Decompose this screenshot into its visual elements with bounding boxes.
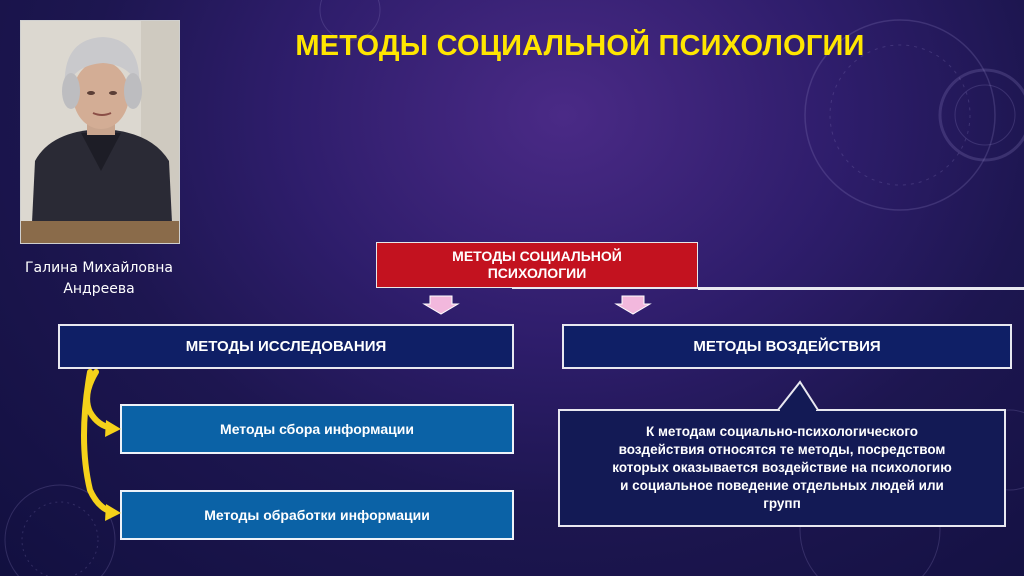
data-collection-label: Методы сбора информации [220,421,414,437]
research-methods-label: МЕТОДЫ ИССЛЕДОВАНИЯ [185,338,387,355]
root-underline-inner [512,287,698,289]
slide-title: МЕТОДЫ СОЦИАЛЬНОЙ ПСИХОЛОГИИ [295,30,865,62]
research-methods-box [58,324,514,369]
connector-arrow-to-processing [84,372,121,521]
influence-description-callout [558,409,1006,527]
down-arrow-right [616,296,650,314]
connector-arrow-to-collection [87,372,121,437]
note-line-4: и социальное поведение отдельных людей или [620,478,944,493]
down-arrow-left [424,296,458,314]
influence-methods-label: МЕТОДЫ ВОЗДЕЙСТВИЯ [693,338,881,355]
root-label-line1: МЕТОДЫ СОЦИАЛЬНОЙ [452,248,622,264]
portrait-photo [20,20,180,244]
data-processing-box [120,490,514,540]
influence-methods-box [562,324,1012,369]
author-name-line2: Андреева [63,281,135,297]
data-processing-label: Методы обработки информации [204,507,430,523]
note-line-5: групп [763,496,801,511]
root-label-line2: ПСИХОЛОГИИ [487,265,587,281]
root-method-box [376,242,698,288]
root-underline [698,287,1024,290]
note-line-3: которых оказывается воздействие на психологию [612,460,952,475]
callout-pointer [778,382,818,410]
author-name-line1: Галина Михайловна [25,260,173,276]
note-line-2: воздействия относятся те методы, посредством [618,442,946,457]
data-collection-box [120,404,514,454]
author-caption [14,258,184,300]
note-line-1: К методам социально-психологического [645,424,919,439]
